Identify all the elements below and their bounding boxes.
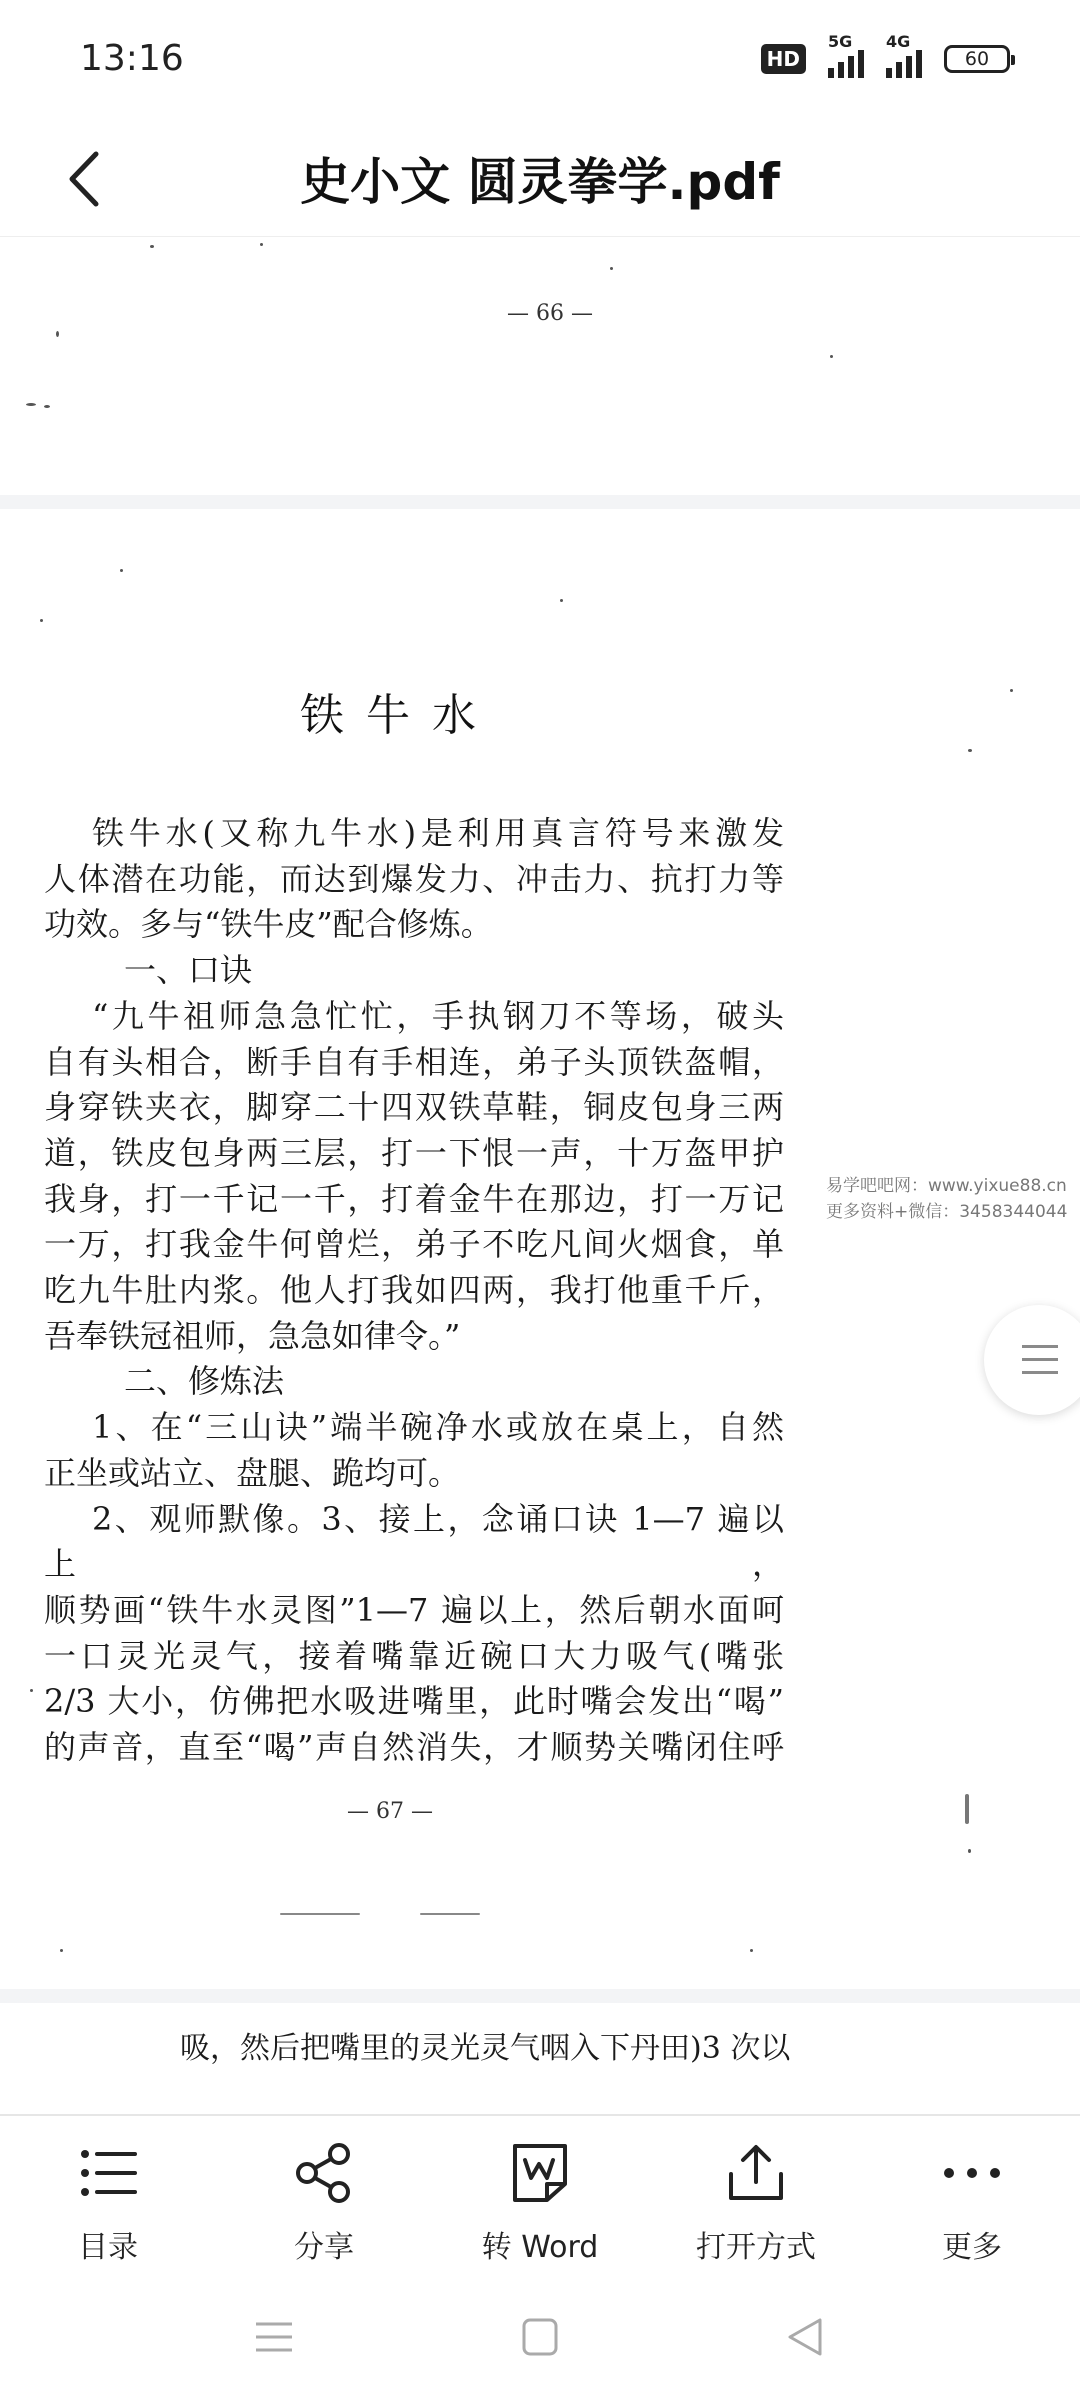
system-nav-bar: [0, 2274, 1080, 2400]
text-line: 2、观师默像。3、接上，念诵口诀 1—7 遍以上，: [44, 1499, 784, 1584]
page-number: — 67 —: [347, 1799, 433, 1824]
page-number: — 66 —: [507, 301, 593, 326]
status-bar: [0, 0, 1080, 120]
battery-level: 60: [964, 48, 990, 70]
text-line: 的声音，直至“喝”声自然消失，才顺势关嘴闭住呼: [44, 1728, 784, 1767]
toolbar-label: 更多: [942, 2230, 1002, 2265]
signal-4g-icon: 4G: [886, 40, 922, 78]
toolbar-open-with-button[interactable]: [648, 2116, 864, 2276]
text-line: 顺势画“铁牛水灵图”1—7 遍以上，然后朝水面呵: [44, 1590, 784, 1629]
text-line: 一口灵光灵气，接着嘴靠近碗口大力吸气(嘴张: [44, 1636, 784, 1675]
signal-5g-icon: 5G: [828, 40, 864, 78]
toolbar-label: 分享: [294, 2230, 354, 2265]
toolbar-to-word-button[interactable]: [432, 2116, 648, 2276]
upload-icon: [723, 2140, 789, 2206]
bottom-toolbar: [0, 2114, 1080, 2276]
text-line: 一万，打我金牛何曾烂，弟子不吃凡间火烟食，单: [44, 1225, 784, 1264]
status-time: 13:16: [80, 38, 184, 79]
toolbar-share-button[interactable]: [216, 2116, 432, 2276]
text-line: 我身，打一千记一千，打着金牛在那边，打一万记: [44, 1179, 784, 1218]
text-line: 自有头相合，断手自有手相连，弟子头顶铁盔帽，: [44, 1042, 784, 1081]
nav-back-button[interactable]: [776, 2312, 836, 2362]
text-line: 1、在“三山诀”端半碗净水或放在桌上，自然: [92, 1408, 784, 1447]
pdf-viewer[interactable]: [0, 237, 1080, 2114]
text-line: “九牛祖师急急忙忙，手执钢刀不等场，破头: [92, 996, 784, 1035]
hd-voice-icon: HD: [761, 44, 806, 74]
nav-menu-button[interactable]: [244, 2312, 304, 2362]
menu-icon: [244, 2312, 304, 2362]
toolbar-label: 打开方式: [696, 2230, 816, 2265]
text-line: 道，铁皮包身两三层，打一下恨一声，十万盔甲护: [44, 1133, 784, 1172]
battery-icon: [944, 45, 1010, 73]
text-line: 功效。多与“铁牛皮”配合修炼。: [44, 905, 493, 944]
text-line: 人体潜在功能，而达到爆发力、冲击力、抗打力等: [44, 859, 784, 898]
text-line: 2/3 大小，仿佛把水吸进嘴里，此时嘴会发出“喝”: [44, 1682, 784, 1721]
share-icon: [291, 2140, 357, 2206]
toolbar-catalog-button[interactable]: [0, 2116, 216, 2276]
text-line: 吸，然后把嘴里的灵光灵气咽入下丹田)3 次以: [180, 2031, 791, 2066]
text-line: 铁牛水(又称九牛水)是利用真言符号来激发: [92, 814, 784, 852]
pdf-page-67: [0, 509, 1080, 1989]
home-square-icon: [510, 2312, 570, 2362]
pdf-page-68: [0, 2003, 1080, 2114]
section-title: 铁牛水: [300, 690, 498, 741]
toolbar-label: 转 Word: [481, 2230, 599, 2265]
back-triangle-icon: [776, 2312, 836, 2362]
text-line: 吃九牛肚内浆。他人打我如四两，我打他重千斤，: [44, 1271, 784, 1310]
status-icons: [761, 32, 1010, 78]
section-heading: 一、口诀: [124, 951, 253, 990]
title-bar: [0, 120, 1080, 238]
toolbar-more-button[interactable]: [864, 2116, 1080, 2276]
nav-home-button[interactable]: [510, 2312, 570, 2362]
more-icon: [939, 2140, 1005, 2206]
word-icon: [507, 2140, 573, 2206]
text-line: 吾奉铁冠祖师，急急如律令。”: [44, 1316, 461, 1355]
document-title: 史小文 圆灵拳学.pdf: [300, 153, 780, 211]
section-heading: 二、修炼法: [124, 1362, 285, 1401]
text-line: 正坐或站立、盘腿、跪均可。: [44, 1453, 461, 1492]
toolbar-label: 目录: [78, 2230, 138, 2265]
watermark: 易学吧吧网：www.yixue88.cn 更多资料+微信：3458344044: [826, 1176, 1068, 1222]
page-body-text: [44, 811, 784, 1771]
text-line: 身穿铁夹衣，脚穿二十四双铁草鞋，铜皮包身三两: [44, 1088, 784, 1127]
pdf-page-66: [0, 237, 1080, 495]
list-icon: [75, 2140, 141, 2206]
